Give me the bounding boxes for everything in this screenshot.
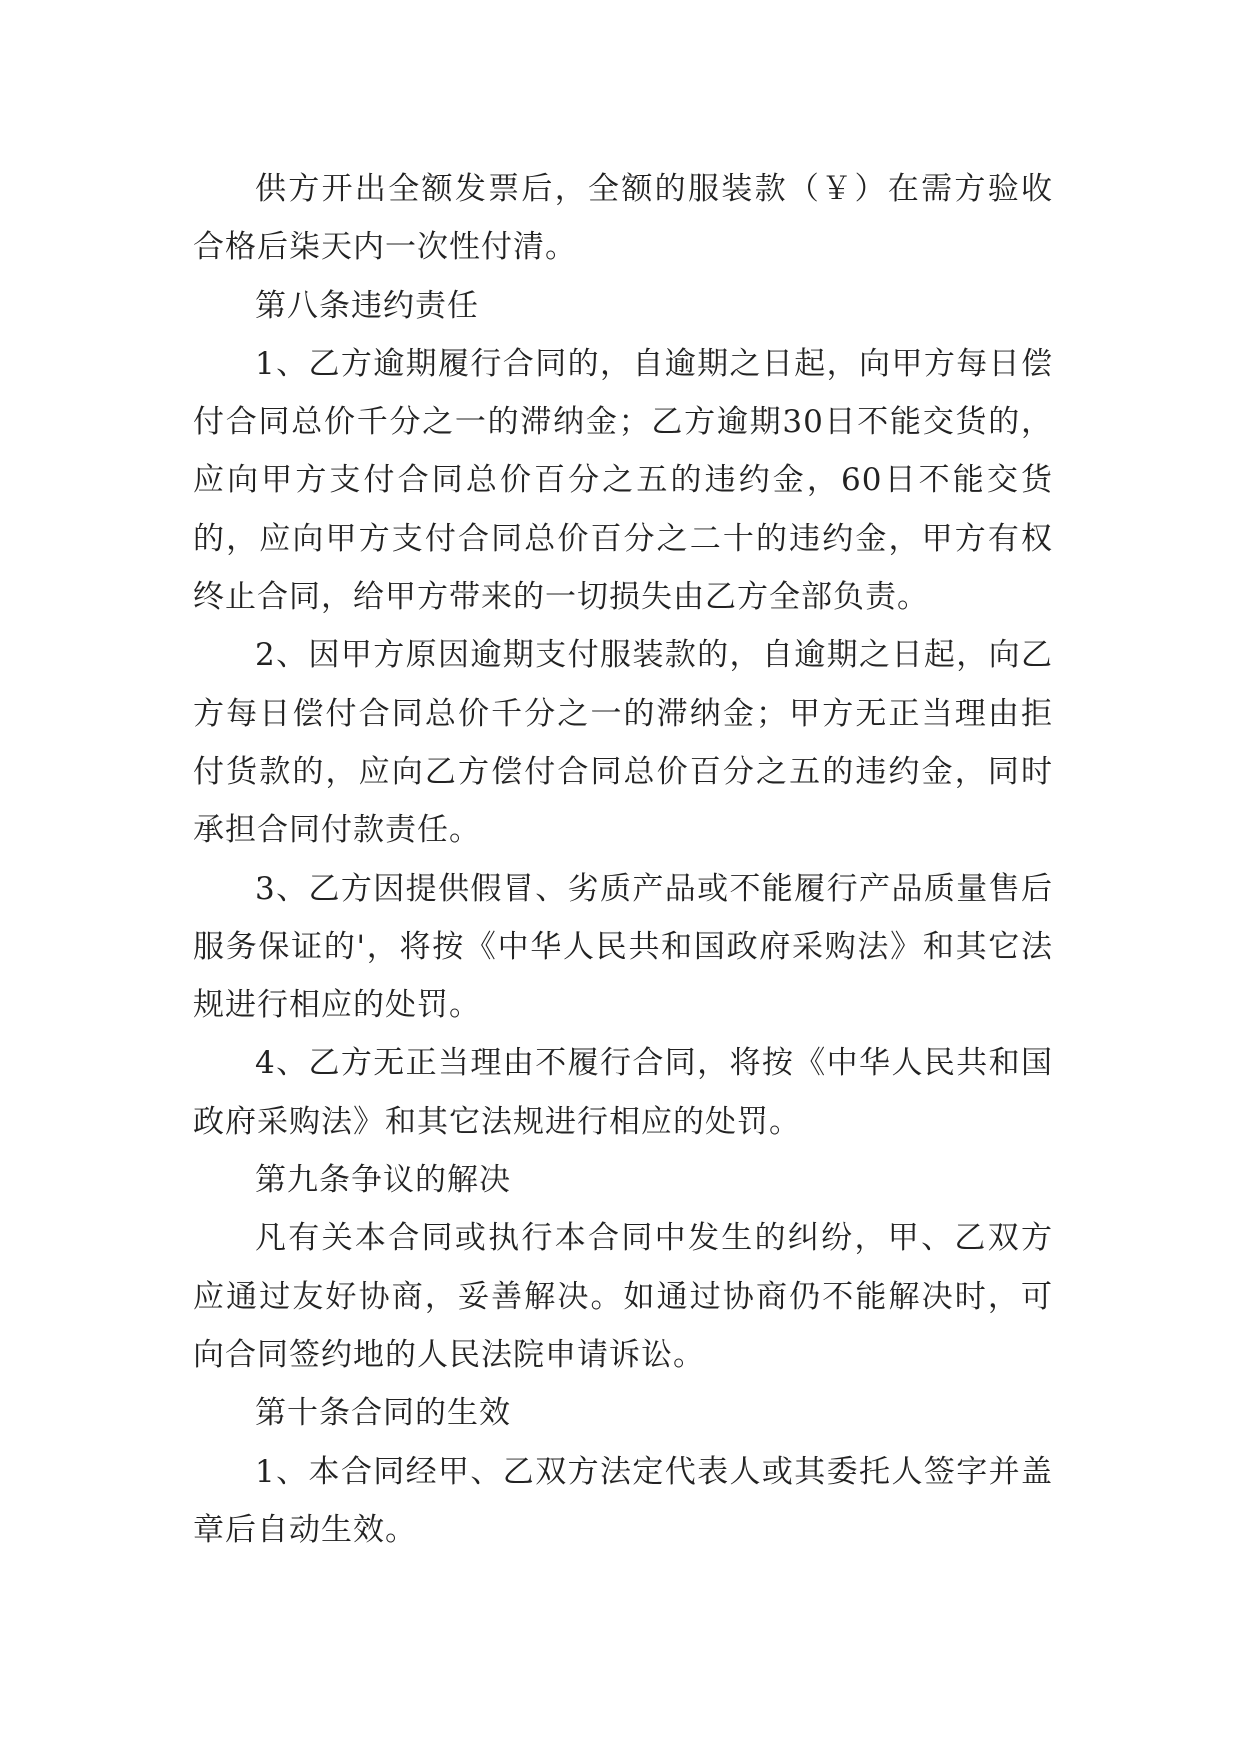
article-8-heading: 第八条违约责任	[255, 287, 479, 324]
document-body	[193, 160, 1053, 1559]
article-9-heading: 第九条争议的解决	[255, 1162, 511, 1199]
article-8-clause-3: 3、乙方因提供假冒、劣质产品或不能履行产品质量售后服务保证的'，将按《中华人民共和国政府采购法》和其它法规进行相应的处罚。	[193, 870, 1053, 1024]
article-10-clause-1: 1、本合同经甲、乙双方法定代表人或其委托人签字并盖章后自动生效。	[193, 1453, 1053, 1548]
article-9-paragraph: 凡有关本合同或执行本合同中发生的纠纷，甲、乙双方应通过友好协商，妥善解决。如通过协商仍不能解决时，可向合同签约地的人民法院申请诉讼。	[193, 1220, 1053, 1373]
article-8-clause-4: 4、乙方无正当理由不履行合同，将按《中华人民共和国政府采购法》和其它法规进行相应的处罚。	[193, 1045, 1053, 1140]
payment-terms-paragraph: 供方开出全额发票后，全额的服装款（￥）在需方验收合格后柒天内一次性付清。	[193, 171, 1053, 266]
article-10-heading: 第十条合同的生效	[255, 1395, 511, 1432]
article-8-clause-1: 1、乙方逾期履行合同的，自逾期之日起，向甲方每日偿付合同总价千分之一的滞纳金；乙方逾期30日不能交货的，应向甲方支付合同总价百分之五的违约金，60日不能交货的，应向甲方支付合同总价百分之二十的违约金，甲方有权终止合同，给甲方带来的一切损失由乙方全部负责。	[193, 345, 1053, 616]
article-8-clause-2: 2、因甲方原因逾期支付服装款的，自逾期之日起，向乙方每日偿付合同总价千分之一的滞纳金；甲方无正当理由拒付货款的，应向乙方偿付合同总价百分之五的违约金，同时承担合同付款责任。	[193, 637, 1053, 849]
